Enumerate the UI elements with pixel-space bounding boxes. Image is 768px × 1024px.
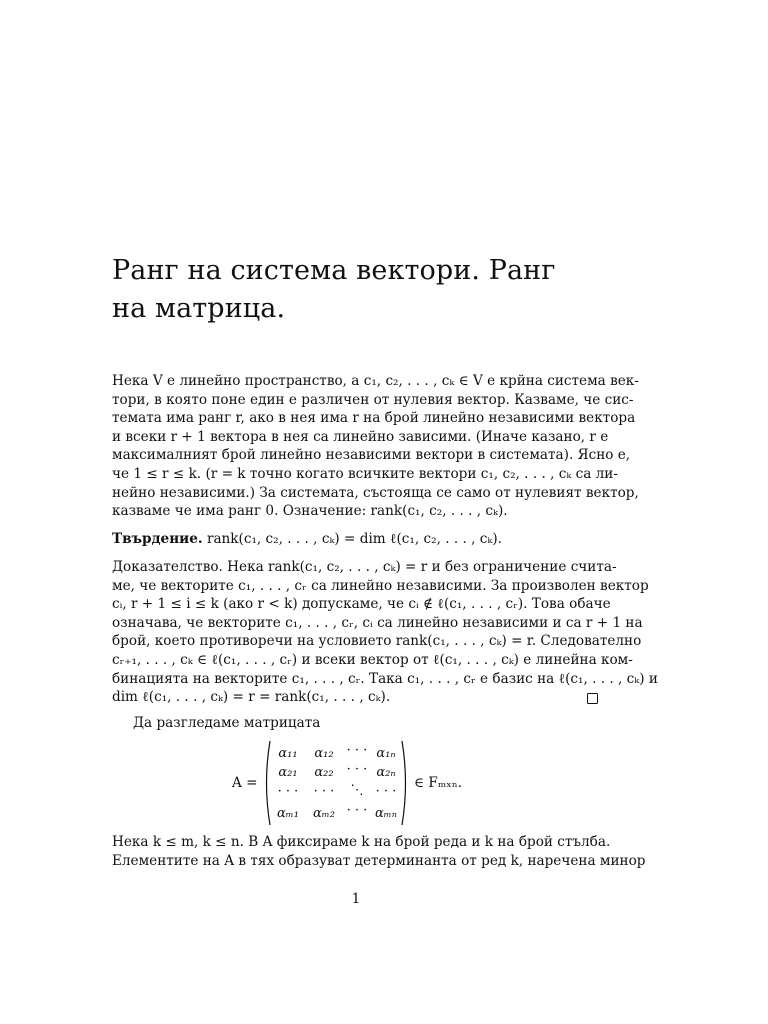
matrix-cell: α₂₂ [314,765,334,780]
text-line: dim ℓ(c₁, . . . , cₖ) = r = rank(c₁, . . . , cₖ). [112,689,391,706]
text-line: темата има ранг r, ако в нея има r на брой линейно независими вектора [112,410,636,427]
matrix-lhs: A = [232,775,258,791]
text-line: максималният брой линейно независими вектори в системата). Ясно е, [112,447,631,464]
matrix-cell: · · · [277,784,299,799]
matrix-cell: αₘ₁ [277,806,299,821]
consider-paragraph [112,714,600,733]
matrix-cell: α₁₂ [314,746,334,761]
matrix-cell: · · · [375,784,397,799]
title-line-1: Ранг на система вектори. Ранг [112,255,556,286]
text-line: Да разгледаме матрицата [133,715,321,731]
text-line: брой, което противоречи на условието rank(c₁, . . . , cₖ) = r. Следователно [112,633,642,650]
text-line: cᵢ, r + 1 ≤ i ≤ k (ако r < k) допускаме, че cᵢ ∉ ℓ(c₁, . . . , cᵣ). Това обаче [112,596,611,613]
matrix-cell: · · · [346,743,368,758]
text-line: Елементите на A в тях образуват детерминанта от ред k, наречена минор [112,852,646,869]
text-line: ме, че векторите c₁, . . . , cᵣ са линейно независими. За произволен вектор [112,577,649,594]
claim-label: Твърдение. [112,531,203,547]
text-line: cᵣ₊₁, . . . , cₖ ∈ ℓ(c₁, . . . , cᵣ) и всеки вектор от ℓ(c₁, . . . , cₖ) е линейна ком- [112,651,633,668]
page-number: 1 [351,891,361,907]
matrix-cell: αₘₙ [374,806,398,821]
matrix-cell: αₘ₂ [313,806,335,821]
text-line: казваме че има ранг 0. Означение: rank(c₁, c₂, . . . , cₖ). [112,503,508,520]
claim-text: rank(c₁, c₂, . . . , cₖ) = dim ℓ(c₁, c₂, . . . , cₖ). [206,531,502,547]
matrix-cell: ⋱ [350,783,364,798]
matrix-cell: · · · [313,784,335,799]
text-line: че 1 ≤ r ≤ k. (r = k точно когато всичките вектори c₁, c₂, . . . , cₖ са ли- [112,465,618,482]
text-line-last [112,688,600,707]
claim-paragraph [112,530,600,549]
text-line: тори, в която поне един е различен от нулевия вектор. Казваме, че сис- [112,391,634,408]
matrix-rhs: ∈ Fₘₓₙ. [414,775,463,791]
text-line: бинацията на векторите c₁, . . . , cᵣ. Така c₁, . . . , cᵣ е базис на ℓ(c₁, . . . , cₖ) и [112,670,658,687]
matrix-cell: α₂ₙ [376,765,396,780]
matrix-cell: α₁₁ [278,746,298,761]
matrix-equation [232,740,602,826]
text-line: означава, че векторите c₁, . . . , cᵣ, cᵢ са линейно независими и са r + 1 на [112,614,643,631]
title-line-2: на матрица. [112,293,286,324]
text-line: Нека V е линейно пространство, а c₁, c₂, . . . , cₖ ∈ V е крйна система век- [112,373,639,389]
matrix-cell: α₂₁ [278,765,298,780]
text-line: нейно независими.) За системата, състояща се само от нулевият вектор, [112,484,639,501]
minor-paragraph [112,833,646,870]
definition-paragraph [112,372,639,521]
section-title [112,252,600,328]
proof-paragraph [112,558,658,707]
matrix-cell: · · · [346,762,368,777]
matrix-cell: α₁ₙ [376,746,396,761]
text-line: Нека k ≤ m, k ≤ n. В A фиксираме k на брой реда и k на брой стълба. [112,834,611,850]
text-line: Доказателство. Нека rank(c₁, c₂, . . . , cₖ) = r и без ограничение счита- [112,559,617,575]
qed-square-icon [587,693,598,704]
text-line: и всеки r + 1 вектора в нея са линейно зависими. (Иначе казано, r е [112,428,609,445]
matrix-cell: · · · [346,803,368,818]
